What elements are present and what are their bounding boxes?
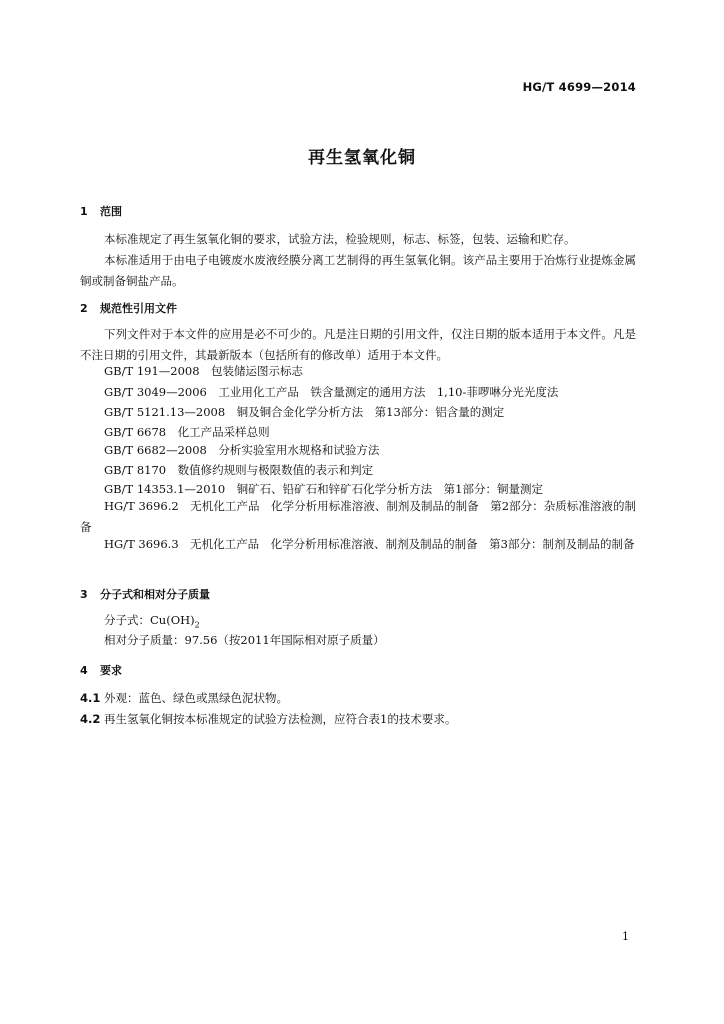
reference-item: GB/T 191—2008 包装储运图示标志 [104, 364, 304, 378]
section-3-heading [80, 586, 210, 602]
section-number: 4 [80, 664, 88, 677]
section-title: 规范性引用文件 [100, 302, 177, 315]
molecular-formula [80, 612, 636, 629]
reference-item: GB/T 8170 数值修约规则与极限数值的表示和判定 [104, 463, 374, 477]
document-title: 再生氢氧化铜 [308, 148, 416, 168]
normative-references-intro: 下列文件对于本文件的应用是必不可少的。凡是注日期的引用文件，仅注日期的版本适用于本文件。凡是不注日期的引用文件，其最新版本（包括所有的修改单）适用于本文件。 [80, 327, 636, 362]
clause-number: 4.2 [80, 712, 101, 726]
section-title: 要求 [100, 664, 122, 677]
clause-4-2 [80, 711, 636, 727]
reference-item: GB/T 6682—2008 分析实验室用水规格和试验方法 [104, 443, 380, 457]
clause-4-1 [80, 690, 636, 706]
reference-item: GB/T 5121.13—2008 铜及铜合金化学分析方法 第13部分：铝含量的测定 [104, 405, 505, 419]
section-number: 2 [80, 302, 88, 315]
relative-molecular-mass: 相对分子质量：97.56（按2011年国际相对原子质量） [104, 633, 385, 647]
section-4-heading [80, 662, 122, 678]
page-number: 1 [622, 930, 629, 943]
scope-paragraph-2: 本标准适用于由电子电镀废水废液经膜分离工艺制得的再生氢氧化铜。该产品主要用于冶炼行业提炼金属铜或制备铜盐产品。 [80, 253, 636, 288]
clause-text: 外观：蓝色、绿色或黑绿色泥状物。 [104, 691, 288, 705]
section-title: 分子式和相对分子质量 [100, 588, 210, 601]
reference-item: GB/T 14353.1—2010 铜矿石、铅矿石和锌矿石化学分析方法 第1部分：铜量测定 [104, 482, 543, 496]
reference-item: HG/T 3696.2 无机化工产品 化学分析用标准溶液、制剂及制品的制备 第2部分：杂质标准溶液的制备 [80, 499, 636, 534]
reference-item: GB/T 3049—2006 工业用化工产品 铁含量测定的通用方法 1,10-菲啰啉分光光度法 [104, 385, 559, 399]
section-number: 1 [80, 205, 88, 218]
standard-code: HG/T 4699—2014 [522, 80, 636, 94]
reference-item: GB/T 6678 化工产品采样总则 [104, 425, 270, 439]
clause-number: 4.1 [80, 691, 101, 705]
section-2-heading [80, 300, 177, 316]
formula-value: Cu(OH) [150, 613, 195, 627]
reference-item: HG/T 3696.3 无机化工产品 化学分析用标准溶液、制剂及制品的制备 第3部分：制剂及制品的制备 [104, 537, 635, 551]
section-number: 3 [80, 588, 88, 601]
formula-subscript: 2 [194, 620, 200, 630]
scope-paragraph-1: 本标准规定了再生氢氧化铜的要求，试验方法，检验规则，标志、标签，包装、运输和贮存。 [104, 232, 576, 246]
section-title: 范围 [100, 205, 122, 218]
section-1-heading [80, 203, 122, 219]
formula-label: 分子式： [104, 613, 150, 627]
clause-text: 再生氢氧化铜按本标准规定的试验方法检测，应符合表1的技术要求。 [104, 712, 457, 726]
